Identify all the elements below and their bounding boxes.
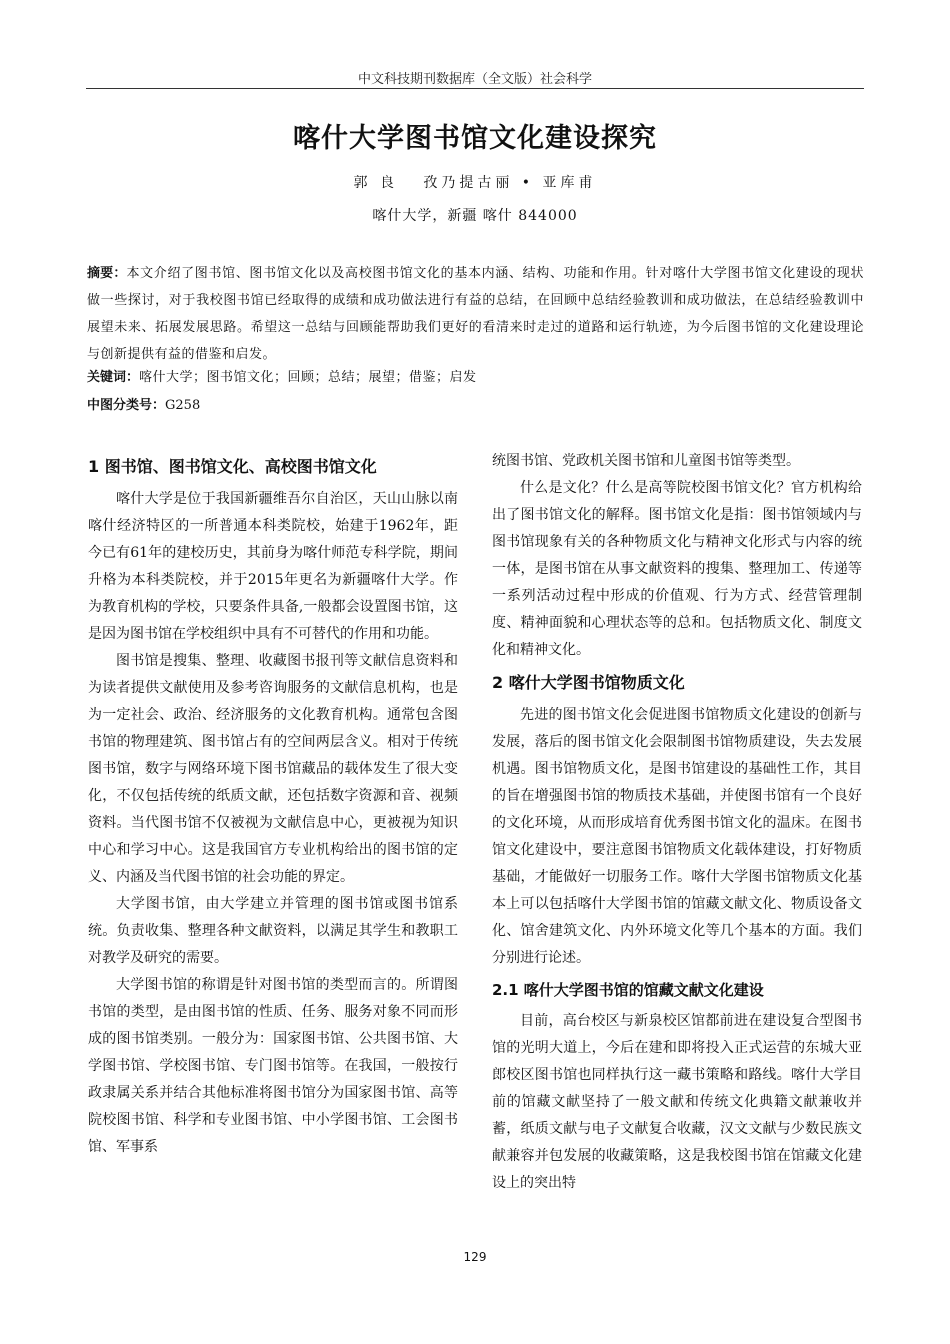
keywords-label: 关键词： (87, 370, 140, 385)
header-rule (86, 88, 864, 89)
article-title: 喀什大学图书馆文化建设探究 (293, 123, 657, 154)
authors: 郭 良 孜乃提古丽 • 亚库甫 (353, 175, 597, 191)
classification-number (87, 396, 864, 416)
keywords-text: 喀什大学；图书馆文化；回顾；总结；展望；借鉴；启发 (139, 370, 477, 385)
paragraph-continued: 统图书馆、党政机关图书馆和儿童图书馆等类型。 (492, 453, 800, 469)
left-column (88, 448, 458, 1161)
paragraph: 先进的图书馆文化会促进图书馆物质文化建设的创新与发展，落后的图书馆文化会限制图书馆物质建设，失去发展机遇。图书馆物质文化，是图书馆建设的基础性工作，其目的旨在增强图书馆的物质技术基础，并使图书馆有一个良好的文化环境，从而形成培育优秀图书馆文化的温床。在图书馆文化建设中，要注意图书馆物质文化载体建设，打好物质基础，才能做好一切服务工作。喀什大学图书馆物质文化基本上可以包括喀什大学图书馆的馆藏文献文化、物质设备文化、馆舍建筑文化、内外环境文化等几个基本的方面。我们分别进行论述。 (492, 707, 862, 966)
section-heading-2: 2 喀什大学图书馆物质文化 (492, 673, 685, 692)
abstract-text: 本文介绍了图书馆、图书馆文化以及高校图书馆文化的基本内涵、结构、功能和作用。针对喀什大学图书馆文化建设的现状做一些探讨，对于我校图书馆已经取得的成绩和成功做法进行有益的总结，在回顾中总结经验教训和成功做法，在总结经验教训中展望未来、拓展发展思路。希望这一总结与回顾能帮助我们更好的看清来时走过的道路和运行轨迹，为今后图书馆的文化建设理论与创新提供有益的借鉴和启发。 (87, 266, 864, 362)
affiliation: 喀什大学，新疆 喀什 844000 (372, 208, 578, 224)
page-number: 129 (463, 1250, 487, 1264)
paragraph: 图书馆是搜集、整理、收藏图书报刊等文献信息资料和为读者提供文献使用及参考咨询服务的文献信息机构，也是为一定社会、政治、经济服务的文化教育机构。通常包含图书馆的物理建筑、图书馆占有的空间两层含义。相对于传统图书馆，数字与网络环境下图书馆藏品的载体发生了很大变化，不仅包括传统的纸质文献，还包括数字资源和音、视频资料。当代图书馆不仅被视为文献信息中心，更被视为知识中心和学习中心。这是我国官方专业机构给出的图书馆的定义、内涵及当代图书馆的社会功能的界定。 (88, 653, 458, 885)
journal-header: 中文科技期刊数据库（全文版）社会科学 (357, 72, 592, 87)
subsection-heading-2-1: 2.1 喀什大学图书馆的馆藏文献文化建设 (492, 981, 764, 999)
abstract (87, 260, 864, 368)
paragraph: 什么是文化？什么是高等院校图书馆文化？官方机构给出了图书馆文化的解释。图书馆文化是指：图书馆领域内与图书馆现象有关的各种物质文化与精神文化形式与内容的统一体，是图书馆在从事文献资料的搜集、整理加工、传递等一系列活动过程中形成的价值观、行为方式、经营管理制度、精神面貌和心理状态等的总和。包括物质文化、制度文化和精神文化。 (492, 480, 862, 658)
section-heading-1: 1 图书馆、图书馆文化、高校图书馆文化 (88, 457, 377, 476)
clc-text: G258 (165, 398, 201, 413)
paragraph: 大学图书馆，由大学建立并管理的图书馆或图书馆系统。负责收集、整理各种文献资料，以满足其学生和教职工对教学及研究的需要。 (88, 896, 458, 966)
abstract-label: 摘要： (87, 266, 127, 281)
right-column (492, 448, 862, 1197)
clc-label: 中图分类号： (87, 398, 166, 413)
keywords (87, 368, 864, 388)
paragraph: 喀什大学是位于我国新疆维吾尔自治区，天山山脉以南喀什经济特区的一所普通本科类院校，始建于1962年，距今已有61年的建校历史，其前身为喀什师范专科学院，期间升格为本科类院校，并于2015年更名为新疆喀什大学。作为教育机构的学校，只要条件具备,一般都会设置图书馆，这是因为图书馆在学校组织中具有不可替代的作用和功能。 (88, 491, 458, 642)
paragraph: 目前，高台校区与新泉校区馆都前进在建设复合型图书馆的光明大道上，今后在建和即将投入正式运营的东城大亚郎校区图书馆也同样执行这一藏书策略和路线。喀什大学目前的馆藏文献坚持了一般文献和传统文化典籍文献兼收并蓄，纸质文献与电子文献复合收藏，汉文文献与少数民族文献兼容并包发展的收藏策略，这是我校图书馆在馆藏文化建设上的突出特 (492, 1013, 862, 1191)
paragraph: 大学图书馆的称谓是针对图书馆的类型而言的。所谓图书馆的类型，是由图书馆的性质、任务、服务对象不同而形成的图书馆类别。一般分为：国家图书馆、公共图书馆、大学图书馆、学校图书馆、专门图书馆等。在我国，一般按行政隶属关系并结合其他标准将图书馆分为国家图书馆、高等院校图书馆、科学和专业图书馆、中小学图书馆、工会图书馆、军事系 (88, 977, 458, 1155)
